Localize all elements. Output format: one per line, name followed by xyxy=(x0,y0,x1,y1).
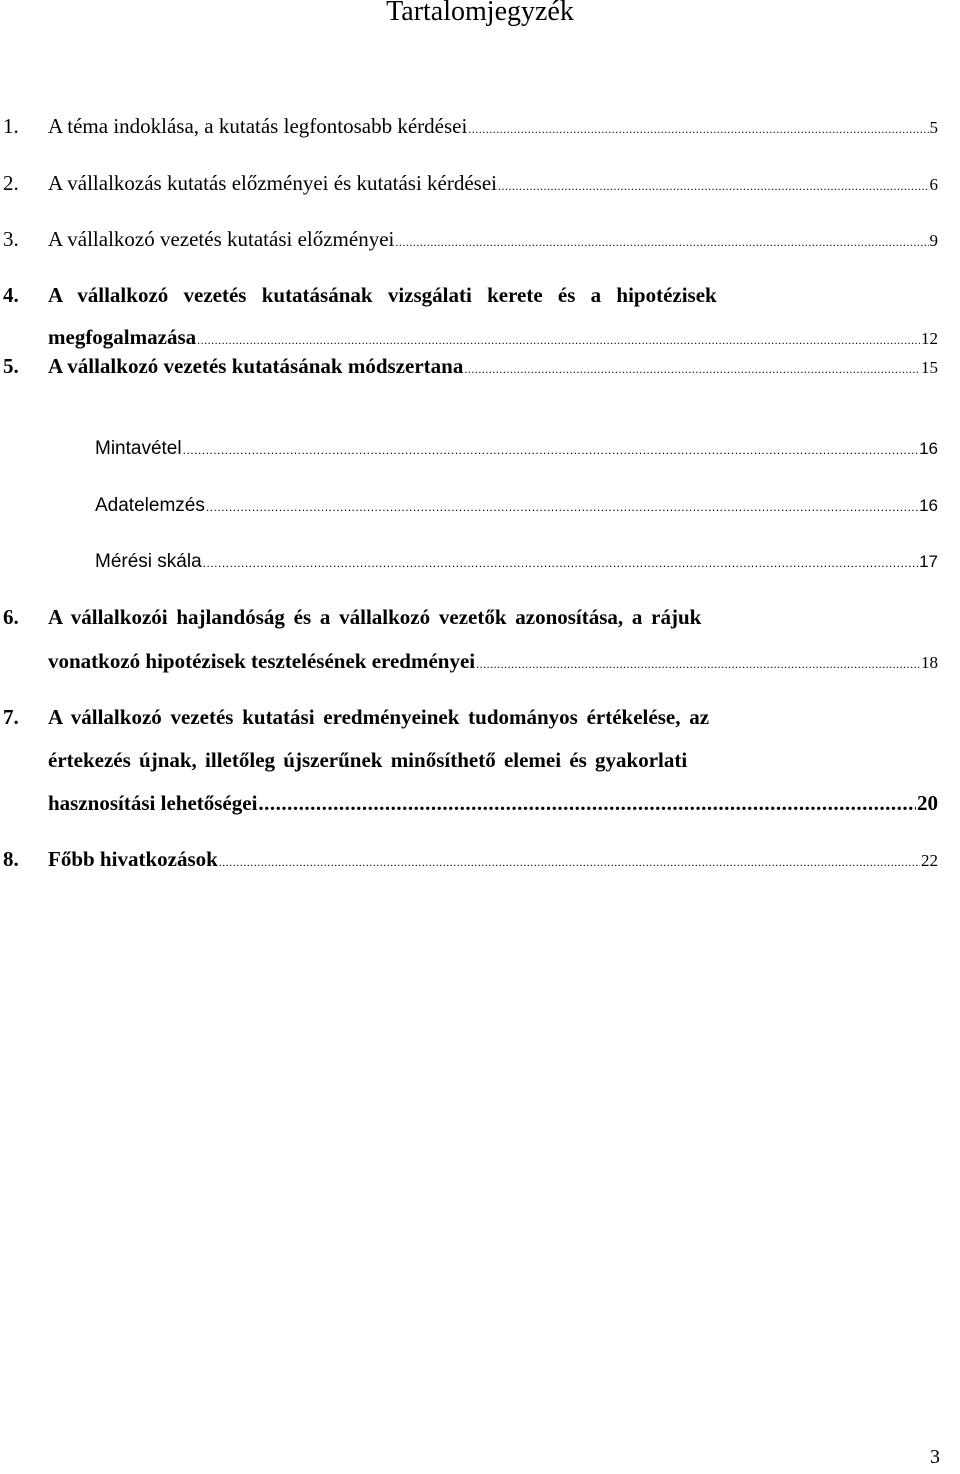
toc-entry-title: A vállalkozó vezetés kutatási eredményeinek tudományos értékelése, az xyxy=(48,705,710,729)
toc-entry-title: Adatelemzés xyxy=(95,495,205,516)
toc-entry-6-line2[interactable] xyxy=(48,649,938,674)
toc-leader-dots xyxy=(203,556,918,570)
toc-entry-number: 1. xyxy=(3,114,19,138)
toc-leader-dots xyxy=(464,362,920,377)
toc-entry-4-line2[interactable] xyxy=(48,325,938,350)
toc-entry-title: A vállalkozó vezetés kutatásának vizsgálati kerete és a hipotézisek xyxy=(48,283,717,307)
toc-entry-page: 9 xyxy=(929,231,938,250)
toc-entry-title-cont: vonatkozó hipotézisek tesztelésének eredményei xyxy=(48,649,476,673)
toc-leader-dots xyxy=(197,333,920,348)
toc-entry-8[interactable] xyxy=(0,847,938,872)
toc-entry-number: 2. xyxy=(3,171,19,195)
toc-entry-title: A téma indoklása, a kutatás legfontosabb kérdései xyxy=(48,114,468,138)
toc-entry-4-line1[interactable] xyxy=(0,283,838,308)
toc-entry-title: A vállalkozó vezetés kutatásának módszertana xyxy=(48,354,464,378)
toc-leader-dots xyxy=(219,855,920,870)
toc-subentry-meresi-skala[interactable] xyxy=(95,551,938,573)
toc-leader-dots xyxy=(476,657,920,672)
toc-leader-dots xyxy=(468,122,928,137)
toc-entry-page: 15 xyxy=(921,358,938,377)
toc-entry-number: 8. xyxy=(3,847,19,871)
toc-entry-page: 22 xyxy=(921,851,938,870)
toc-entry-number: 7. xyxy=(3,705,19,729)
toc-entry-1[interactable] xyxy=(0,114,938,139)
toc-entry-title: Mérési skála xyxy=(95,551,202,572)
toc-entry-number: 4. xyxy=(3,283,19,307)
toc-entry-6-line1[interactable] xyxy=(0,605,838,630)
toc-entry-7-line2[interactable] xyxy=(48,748,838,773)
toc-entry-page: 20 xyxy=(917,791,938,815)
toc-entry-3[interactable] xyxy=(0,227,938,252)
toc-entry-title: Főbb hivatkozások xyxy=(48,847,218,871)
toc-entry-number: 3. xyxy=(3,227,19,251)
toc-entry-5[interactable] xyxy=(0,354,938,379)
toc-entry-number: 5. xyxy=(3,354,19,378)
toc-leader-dots xyxy=(258,791,916,816)
toc-entry-page: 5 xyxy=(929,118,938,137)
toc-leader-dots xyxy=(183,443,918,457)
toc-entry-title: A vállalkozó vezetés kutatási előzményei xyxy=(48,227,395,251)
toc-entry-page: 6 xyxy=(929,175,938,194)
toc-entry-page: 16 xyxy=(919,439,938,458)
toc-entry-number: 6. xyxy=(3,605,19,629)
toc-entry-title: A vállalkozói hajlandóság és a vállalkozó vezetők azonosítása, a rájuk xyxy=(48,605,702,629)
toc-entry-page: 12 xyxy=(921,329,938,348)
toc-leader-dots xyxy=(498,179,928,194)
toc-entry-7-line3[interactable] xyxy=(48,791,938,816)
toc-entry-page: 16 xyxy=(919,496,938,515)
footer-page-number: 3 xyxy=(930,1446,940,1468)
toc-entry-2[interactable] xyxy=(0,171,938,196)
toc-entry-7-line1[interactable] xyxy=(0,705,838,730)
toc-subentry-adatelemzes[interactable] xyxy=(95,495,938,517)
toc-entry-title-cont: megfogalmazása xyxy=(48,325,197,349)
toc-entry-title: Mintavétel xyxy=(95,438,182,459)
toc-leader-dots xyxy=(206,500,918,514)
page-title: Tartalomjegyzék xyxy=(386,0,574,27)
toc-entry-title-cont: értekezés újnak, illetőleg újszerűnek minősíthető elemei és gyakorlati xyxy=(48,748,688,772)
toc-subentry-mintavetel[interactable] xyxy=(95,438,938,460)
toc-entry-title: A vállalkozás kutatás előzményei és kutatási kérdései xyxy=(48,171,498,195)
toc-entry-page: 18 xyxy=(921,653,938,672)
toc-entry-title-cont: hasznosítási lehetőségei xyxy=(48,791,258,815)
toc-entry-page: 17 xyxy=(919,552,938,571)
toc-leader-dots xyxy=(395,235,928,250)
